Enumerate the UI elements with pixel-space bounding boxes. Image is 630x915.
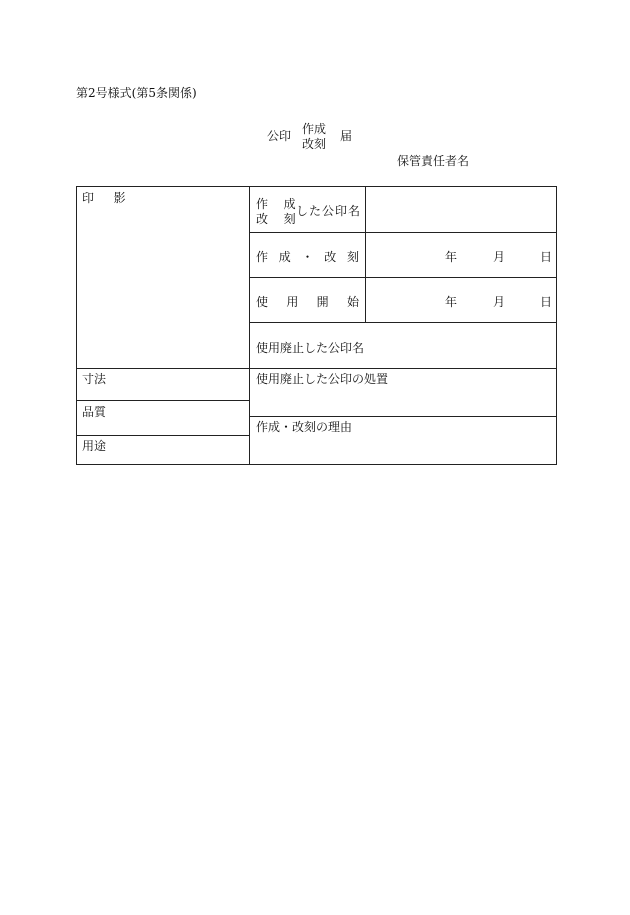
row-line-1: [249, 232, 557, 233]
row-line-material: [76, 435, 250, 436]
seal-name-engrave-char-2: 刻: [283, 212, 296, 226]
purpose-label: 用途: [82, 439, 107, 453]
seal-impression-char-2: 影: [113, 191, 126, 205]
size-label: 寸法: [82, 372, 107, 386]
disposal-label: 使用廃止した公印の処置: [256, 372, 389, 386]
date-created-year-unit: 年: [445, 250, 458, 264]
date-created-month-unit: 月: [493, 250, 506, 264]
date-started-char-3: 開: [316, 295, 329, 309]
seal-name-create-char-2: 成: [283, 197, 296, 211]
date-created-day-unit: 日: [540, 250, 553, 264]
table-border-top: [76, 186, 557, 187]
table-border-left: [76, 186, 77, 465]
row-line-2: [249, 277, 557, 278]
form-number: 第2号様式(第5条関係): [76, 86, 197, 100]
date-created-char-4: 改: [324, 250, 337, 264]
reason-label: 作成・改刻の理由: [256, 420, 353, 434]
seal-impression-label: [82, 189, 126, 206]
date-created-char-5: 刻: [346, 250, 359, 264]
title-option-create: 作成: [302, 122, 327, 136]
table-border-right: [556, 186, 557, 465]
date-created-char-2: 成: [278, 250, 291, 264]
seal-name-suffix: した公印名: [296, 204, 362, 218]
date-started-year-unit: 年: [445, 295, 458, 309]
title-option-engrave: 改刻: [302, 137, 327, 151]
date-started-label: [256, 293, 359, 310]
title-prefix: 公印: [267, 129, 292, 143]
seal-name-engrave-char-1: 改: [256, 212, 269, 226]
table-divider-main: [249, 186, 250, 465]
date-started-char-2: 用: [286, 295, 299, 309]
date-created-char-3: ・: [301, 250, 314, 264]
table-divider-inner: [365, 186, 366, 323]
seal-name-engrave-label: [256, 210, 296, 227]
material-label: 品質: [82, 405, 107, 419]
date-created-char-1: 作: [256, 250, 269, 264]
title-suffix: 届: [340, 129, 353, 143]
discontinued-name-label: 使用廃止した公印名: [256, 341, 365, 355]
date-started-char-1: 使: [256, 295, 269, 309]
seal-impression-char-1: 印: [82, 191, 95, 205]
custodian-label: 保管責任者名: [397, 154, 470, 168]
row-line-4: [76, 368, 557, 369]
seal-name-create-char-1: 作: [256, 197, 269, 211]
row-line-disposal: [249, 416, 557, 417]
date-started-char-4: 始: [346, 295, 359, 309]
table-border-bottom: [76, 464, 557, 465]
row-line-size: [76, 400, 250, 401]
date-started-day-unit: 日: [540, 295, 553, 309]
date-started-month-unit: 月: [493, 295, 506, 309]
row-line-3: [249, 322, 557, 323]
date-created-label: [256, 248, 359, 265]
